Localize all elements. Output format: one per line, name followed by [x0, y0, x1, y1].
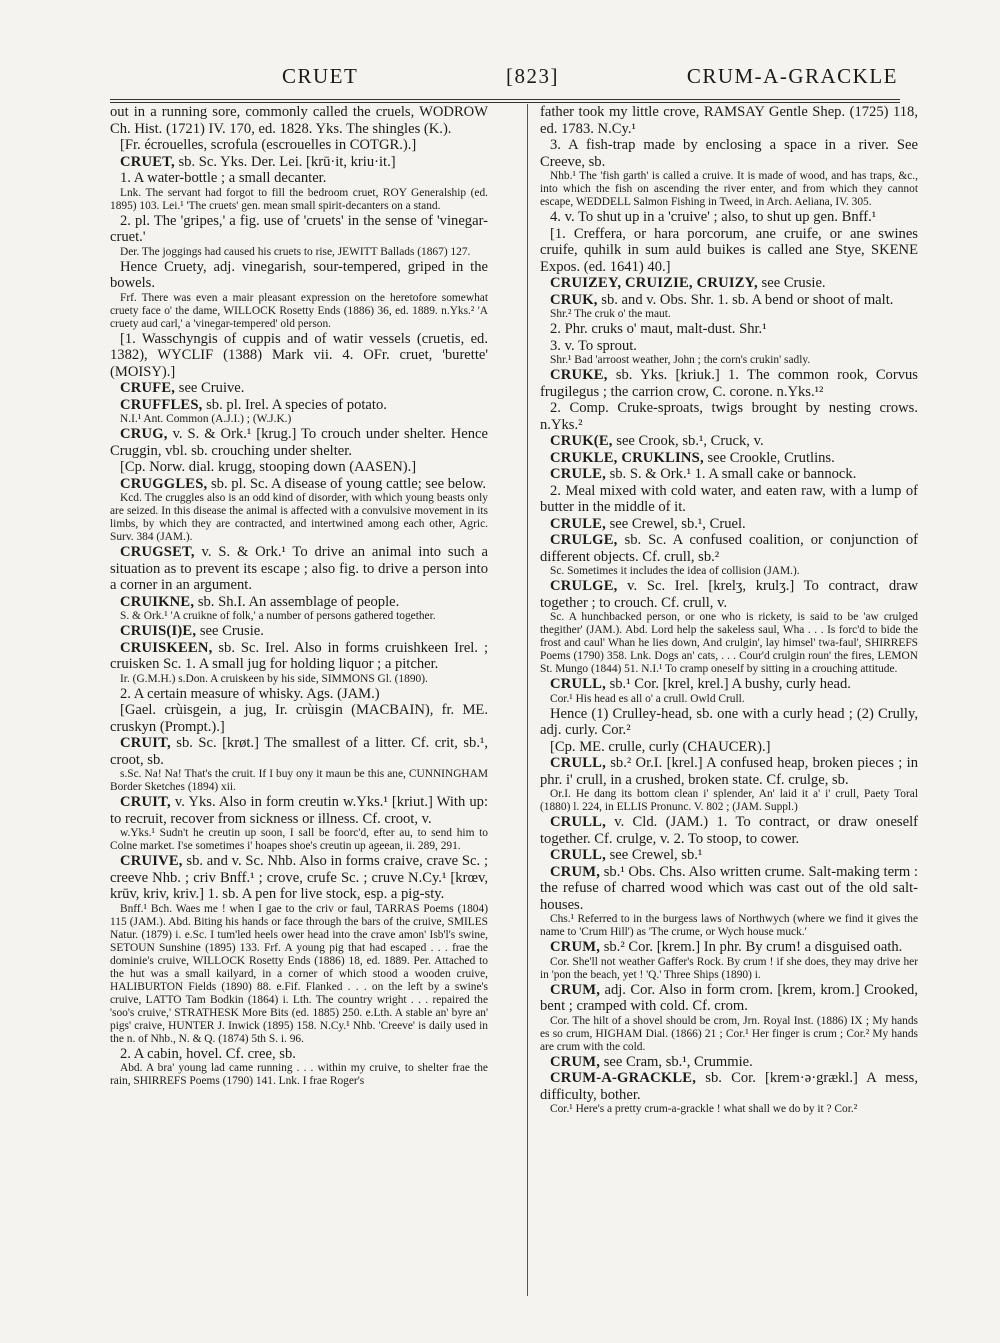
entry-text: Abd. A bra' young lad came running . . . within my cruive, to shelter frae the rain, SHIRREFS Poems (1790) 141. Lnk. I frae Roger's	[110, 1062, 488, 1087]
sense-paragraph	[540, 739, 918, 756]
entry-text: see Crook, sb.¹, Cruck, v.	[612, 433, 764, 449]
entry-text: [1. Wasschyngis of cuppis and of watir vessels (cruetis, ed. 1382), WYCLIF (1388) Mark vii. 4. OFr. cruet, 'burette' (MOISY).]	[110, 330, 488, 380]
sense-paragraph	[110, 213, 488, 246]
headword: CRUFFLES,	[120, 396, 203, 413]
headword: CRUG,	[120, 426, 168, 442]
entry-text: v. Sc. Irel. [krelʒ, krulʒ.] To contract, draw together ; to crouch. Cf. crull, v.	[540, 578, 918, 611]
sense-paragraph	[540, 104, 918, 137]
entry-text: sb. pl. Irel. A species of potato.	[202, 396, 387, 413]
entry-text: Cor.¹ Here's a pretty crum-a-grackle ! what shall we do by it ? Cor.²	[550, 1103, 858, 1115]
entry-text: sb.² Cor. [krem.] In phr. By crum! a disguised oath.	[600, 939, 903, 955]
header-rule-double	[110, 102, 900, 103]
sense-paragraph	[110, 259, 488, 292]
sense-paragraph	[110, 459, 488, 476]
sense-paragraph	[540, 209, 918, 226]
headword: CRULL,	[550, 814, 606, 830]
headword: CRUKLE, CRUKLINS,	[550, 449, 704, 466]
headword: CRUIT,	[120, 794, 171, 810]
sense-paragraph	[110, 702, 488, 735]
dictionary-entry	[540, 864, 918, 914]
entry-text: s.Sc. Na! Na! That's the cruit. If I buy ony it maun be this ane, CUNNINGHAM Border Sketches (1894) xii.	[110, 768, 488, 793]
entry-text: Kcd. The cruggles also is an odd kind of disorder, with which young beasts only are seized. In this disease the animal is affected with a convulsive movement in its limbs, by which they are contracted, and intertwined among each other, Agric. Surv. 384 (JAM.).	[110, 492, 488, 543]
entry-text: 2. Phr. cruks o' maut, malt-dust. Shr.¹	[550, 321, 767, 337]
headword: CRULL,	[550, 676, 606, 692]
entry-text: sb. Sc. Irel. Also in forms cruishkeen Irel. ; cruisken Sc. 1. A small jug for holding liquor ; a pitcher.	[110, 639, 488, 672]
dictionary-entry	[540, 532, 918, 565]
entry-text: v. Cld. (JAM.) 1. To contract, or draw oneself together. Cf. crulge, v. 2. To stoop, to cower.	[540, 814, 918, 847]
citation-paragraph	[110, 246, 488, 259]
entry-text: sb. Yks. [kriuk.] 1. The common rook, Corvus frugilegus ; the carrion crow, C. corone. n.Yks.¹²	[540, 367, 918, 400]
entry-text: see Crookle, Crutlins.	[703, 449, 835, 466]
sense-paragraph	[540, 137, 918, 170]
dictionary-entry	[540, 676, 918, 693]
entry-text: Shr.¹ Bad 'arroost weather, John ; the corn's crukin' sadly.	[550, 354, 811, 366]
entry-text: sb. and v. Sc. Nhb. Also in forms craive, crave Sc. ; creeve Nhb. ; criv Bnff.¹ ; crove, crufe Sc. ; cruve N.Cy.¹ [krœv, krūv, kriv, kriv.] 1. sb. A pen for live stock, esp. a pig-sty.	[110, 853, 488, 902]
entry-text: out in a running sore, commonly called the cruels, WODROW Ch. Hist. (1721) IV. 170, ed. 1828. Yks. The shingles (K.).	[110, 104, 488, 137]
headword: CRUM-A-GRACKLE,	[550, 1070, 697, 1086]
left-column	[110, 104, 488, 1334]
dictionary-entry	[540, 814, 918, 847]
header-right-word: CRUM-A-GRACKLE	[686, 64, 898, 88]
entry-text: Cor. The hilt of a shovel should be crom, Jrn. Royal Inst. (1886) IX ; My hands es so crum, HIGHAM Dial. (1866) 21 ; Cor.¹ Her finger is crum ; Cor.² My hands are crum with the cold.	[540, 1014, 918, 1053]
dictionary-entry	[540, 847, 918, 864]
dictionary-entry	[110, 640, 488, 673]
entry-text: Ir. (G.M.H.) s.Don. A cruiskeen by his side, SIMMONS Gl. (1890).	[120, 672, 428, 685]
entry-text: sb.¹ Obs. Chs. Also written crume. Salt-making term : the refuse of charred wood which was cast out of the old salt-houses.	[540, 863, 918, 913]
entry-text: Nhb.¹ The 'fish garth' is called a cruive. It is made of wood, and has traps, &c., into which the fish on ascending the river enter, and from which they cannot escape, WEDDELL Salmon Fishing in Tweed, in Arch. Aeliana, IV. 305.	[540, 170, 918, 208]
sense-paragraph	[110, 104, 488, 137]
citation-paragraph	[540, 693, 918, 706]
sense-paragraph	[540, 226, 918, 276]
entry-text: S. & Ork.¹ 'A cruikne of folk,' a number of persons gathered together.	[120, 610, 436, 622]
dictionary-entry	[110, 735, 488, 768]
citation-paragraph	[110, 413, 488, 426]
entry-text: father took my little crove, RAMSAY Gentle Shep. (1725) 118, ed. 1783. N.Cy.¹	[540, 104, 918, 137]
headword: CRUIT,	[120, 735, 171, 751]
entry-text: see Cram, sb.¹, Crummie.	[600, 1053, 753, 1070]
headword: CRULL,	[550, 847, 606, 863]
dictionary-entry	[110, 476, 488, 493]
running-head	[110, 64, 900, 98]
sense-paragraph	[110, 1046, 488, 1063]
entry-text: Lnk. The servant had forgot to fill the bedroom cruet, ROY Generalship (ed. 1895) 103. Lei.¹ 'The cruets' gen. mean small spirit-decanters on a stand.	[110, 186, 488, 212]
dictionary-entry	[540, 578, 918, 611]
entry-text: Sc. Sometimes it includes the idea of collision (JAM.).	[550, 565, 800, 577]
entry-text: v. Yks. Also in form creutin w.Yks.¹ [kriut.] With up: to recruit, recover from sickness or illness. Cf. croot, v.	[110, 794, 488, 827]
entry-text: Chs.¹ Referred to in the burgess laws of Northwych (where we find it gives the name to 'Crum Hill') as 'The crume, or Wych house muck.'	[540, 913, 918, 938]
citation-paragraph	[540, 956, 918, 982]
entry-text: v. S. & Ork.¹ To drive an animal into such a situation as to prevent its escape ; also fig. to drive a person into a corner in an argument.	[110, 544, 488, 593]
headword: CRUIVE,	[120, 853, 183, 869]
entry-text: sb.² Or.I. [krel.] A confused heap, broken pieces ; in phr. i' crull, in a crushed, broken state. Cf. crulge, sb.	[540, 755, 918, 788]
entry-text: 1. A water-bottle ; a small decanter.	[120, 170, 327, 186]
headword: CRULL,	[550, 755, 606, 771]
citation-paragraph	[540, 565, 918, 578]
dictionary-entry	[110, 544, 488, 594]
entry-text: sb. S. & Ork.¹ 1. A small cake or bannock.	[605, 466, 857, 482]
dictionary-entry	[540, 1054, 918, 1071]
column-divider	[527, 104, 528, 1296]
entry-text: see Crusie.	[196, 623, 264, 639]
entry-text: 3. A fish-trap made by enclosing a space in a river. See Creeve, sb.	[540, 137, 918, 170]
citation-paragraph	[540, 354, 918, 367]
headword: CRUGGLES,	[120, 475, 208, 492]
citation-paragraph	[110, 903, 488, 1046]
sense-paragraph	[540, 483, 918, 516]
sense-paragraph	[110, 170, 488, 187]
right-column	[540, 104, 918, 1334]
citation-paragraph	[110, 768, 488, 794]
dictionary-entry	[540, 516, 918, 533]
entry-text: Hence Cruety, adj. vinegarish, sour-tempered, griped in the bowels.	[110, 258, 488, 291]
entry-text: sb. Sc. A confused coalition, or conjunction of different objects. Cf. crull, sb.²	[540, 532, 918, 565]
headword: CRUIS(I)E,	[120, 623, 197, 639]
entry-text: 2. pl. The 'gripes,' a fig. use of 'cruets' in the sense of 'vinegar-cruet.'	[110, 212, 488, 245]
headword: CRUKE,	[550, 367, 608, 383]
entry-text: Bnff.¹ Bch. Waes me ! when I gae to the criv or faul, TARRAS Poems (1804) 115 (JAM.). Abd. Biting his hands or face through the bars of the cruive, SMILES Natur. (1879) i. e.Sc. I tum'led heels ower head into the crave amon' Isb'l's swine, SETOUN Sunshine (1895) 133. Frf. A young pig that had escaped . . . frae the dominie's cruive, WILLOCK Rosetty Ends (1886) 18, ed. 1889. Per. Attached to the hut was a small kailyard, in a corner of which stood a wooden cruive, HALIBURTON Fields (1890) 88. e.Fif. Flanked . . . on the left by a swine's cruive, LATTO Tam Bodkin (1864) i. Lth. The country wright . . . repaired the 'soo's cruive,' STRATHESK More Bits (ed. 1885) 250. e.Lth. A stable an' byre an' pigs' craive, HUNTER J. Inwick (1895) 158. N.Cy.¹ Nhb. 'Creeve' is daily used in the n. of Nhb., N. & Q. (1874) 5th S. i. 96.	[110, 902, 488, 1045]
entry-text: [Gael. crùisgein, a jug, Ir. crùisgin (MACBAIN), fr. ME. cruskyn (Prompt.).]	[110, 702, 488, 735]
entry-text: 2. Meal mixed with cold water, and eaten raw, with a lump of butter in the middle of it.	[540, 482, 918, 515]
citation-paragraph	[540, 1103, 918, 1116]
dictionary-entry	[540, 466, 918, 483]
headword: CRULGE,	[550, 578, 618, 594]
entry-text: Sc. A hunchbacked person, or one who is rickety, is said to be 'aw crulged thegither' (JAM.). Abd. Lord help the sakeless saul, Wha . . . Is forc'd to bide the frost and caul' Whan he lies down, And crulgin', lay himsel' twa-faul', SHIRREFS Poems (1790) 358. Lnk. Dogs an' cats, . . . Cour'd crulgin roun' the fires, LEMON St. Mungo (1844) 51. N.I.¹ To cramp oneself by sitting in a crouching attitude.	[540, 611, 918, 675]
entry-text: [1. Creffera, or hara porcorum, ane cruife, or ane swines cruife, quhilk in sum auld buikes is called ane Stye, SKENE Expos. (ed. 1641) 40.]	[540, 225, 918, 275]
dictionary-entry	[110, 426, 488, 459]
citation-paragraph	[540, 308, 918, 321]
headword: CRUM,	[550, 981, 601, 998]
dictionary-entry	[540, 982, 918, 1015]
citation-paragraph	[110, 827, 488, 853]
entry-text: 4. v. To shut up in a 'cruive' ; also, to shut up gen. Bnff.¹	[550, 209, 877, 225]
headword: CRUISKEEN,	[120, 639, 213, 656]
dictionary-entry	[110, 853, 488, 903]
sense-paragraph	[540, 706, 918, 739]
header-rule	[110, 99, 900, 100]
entry-text: adj. Cor. Also in form crom. [krem, krom.] Crooked, bent ; cramped with cold. Cf. crom.	[540, 981, 918, 1014]
headword: CRUM,	[550, 863, 601, 880]
entry-text: Cor.¹ His head es all o' a crull. Owld Crull.	[550, 692, 745, 705]
dictionary-entry	[540, 939, 918, 956]
entry-text: sb. and v. Obs. Shr. 1. sb. A bend or shoot of malt.	[597, 291, 894, 308]
citation-paragraph	[540, 611, 918, 676]
headword: CRUIKNE,	[120, 593, 195, 610]
dictionary-entry	[110, 154, 488, 171]
entry-text: sb. pl. Sc. A disease of young cattle; see below.	[207, 475, 487, 492]
citation-paragraph	[110, 673, 488, 686]
entry-text: sb. Sh.I. An assemblage of people.	[194, 593, 400, 610]
entry-text: sb. Sc. [krøt.] The smallest of a litter. Cf. crit, sb.¹, croot, sb.	[110, 735, 488, 768]
citation-paragraph	[110, 187, 488, 213]
dictionary-entry	[540, 1070, 918, 1103]
headword: CRUET,	[120, 153, 175, 170]
entry-text: N.I.¹ Ant. Common (A.J.I.) ; (W.J.K.)	[120, 413, 292, 425]
headword: CRUIZEY, CRUIZIE, CRUIZY,	[550, 275, 758, 291]
headword: CRULGE,	[550, 532, 618, 548]
entry-text: Shr.² The cruk o' the maut.	[550, 308, 671, 320]
entry-text: 3. v. To sprout.	[550, 337, 637, 354]
citation-paragraph	[110, 1062, 488, 1088]
headword: CRUM,	[550, 939, 601, 955]
headword: CRULE,	[550, 466, 606, 482]
entry-text: Frf. There was even a mair pleasant expression on the heretofore somewhat cruety face o' the dame, WILLOCK Rosetty Ends (1886) 36, ed. 1889. n.Yks.² 'A cruety aud carl,' a 'vinegar-tempered' old person.	[110, 291, 488, 330]
citation-paragraph	[540, 913, 918, 939]
dictionary-entry	[110, 380, 488, 397]
page-number: [823]	[506, 64, 559, 88]
entry-text: see Crewel, sb.¹	[605, 847, 703, 863]
headword: CRUGSET,	[120, 544, 195, 560]
entry-text: sb.¹ Cor. [krel, krel.] A bushy, curly head.	[605, 676, 851, 692]
entry-text: v. S. & Ork.¹ [krug.] To crouch under shelter. Hence Cruggin, vbl. sb. crouching under shelter.	[110, 426, 488, 459]
entry-text: [Cp. ME. crulle, curly (CHAUCER).]	[550, 738, 771, 755]
entry-text: see Cruive.	[175, 380, 245, 396]
sense-paragraph	[110, 331, 488, 381]
sense-paragraph	[540, 321, 918, 338]
headword: CRUFE,	[120, 380, 176, 396]
dictionary-entry	[110, 594, 488, 611]
citation-paragraph	[110, 610, 488, 623]
citation-paragraph	[540, 788, 918, 814]
headword: CRULE,	[550, 515, 606, 532]
dictionary-entry	[540, 292, 918, 309]
entry-text: 2. Comp. Cruke-sproats, twigs brought by nesting crows. n.Yks.²	[540, 400, 918, 433]
dictionary-entry	[540, 433, 918, 450]
dictionary-entry	[110, 397, 488, 414]
entry-text: see Crusie.	[757, 275, 826, 291]
sense-paragraph	[110, 137, 488, 154]
header-left-word: CRUET	[282, 64, 359, 88]
entry-text: see Crewel, sb.¹, Cruel.	[605, 515, 746, 532]
entry-text: Der. The joggings had caused his cruets to rise, JEWITT Ballads (1867) 127.	[120, 245, 471, 258]
entry-text: sb. Cor. [krem·ə·grækl.] A mess, difficulty, bother.	[540, 1070, 918, 1103]
citation-paragraph	[110, 292, 488, 331]
dictionary-entry	[110, 794, 488, 827]
entry-text: 2. A certain measure of whisky. Ags. (JAM.)	[120, 685, 380, 702]
sense-paragraph	[110, 686, 488, 703]
entry-text: [Cp. Norw. dial. krugg, stooping down (AASEN).]	[120, 459, 417, 475]
dictionary-entry	[540, 450, 918, 467]
citation-paragraph	[540, 1015, 918, 1054]
citation-paragraph	[110, 492, 488, 544]
entry-text: Hence (1) Crulley-head, sb. one with a curly head ; (2) Crully, adj. curly. Cor.²	[540, 705, 918, 738]
entry-text: 2. A cabin, hovel. Cf. cree, sb.	[120, 1045, 296, 1062]
dictionary-entry	[540, 275, 918, 292]
entry-text: Cor. She'll not weather Gaffer's Rock. By crum ! if she does, they may drive her in 'pon the beach, yet ! 'Q.' Three Ships (1890) i.	[540, 955, 918, 981]
sense-paragraph	[540, 338, 918, 355]
sense-paragraph	[540, 400, 918, 433]
entry-text: [Fr. écrouelles, scrofula (escrouelles in COTGR.).]	[120, 137, 417, 153]
dictionary-entry	[110, 623, 488, 640]
entry-text: w.Yks.¹ Sudn't he creutin up soon, I sall be foorc'd, efter au, to send him to Colne market. I'se sometimes i' hoapes shoe's creutin up ageean, ii. 289, 291.	[110, 827, 488, 852]
headword: CRUK,	[550, 291, 598, 308]
entry-text: sb. Sc. Yks. Der. Lei. [krū·it, kriu·it.]	[174, 153, 396, 170]
entry-text: Or.I. He dang its bottom clean i' splender, An' laid it a' i' crull, Paety Toral (1880) l. 224, in ELLIS Pronunc. V. 802 ; (JAM. Suppl.)	[540, 788, 918, 813]
dictionary-entry	[540, 755, 918, 788]
headword: CRUM,	[550, 1053, 601, 1070]
headword: CRUK(E,	[550, 433, 613, 449]
dictionary-entry	[540, 367, 918, 400]
citation-paragraph	[540, 170, 918, 209]
